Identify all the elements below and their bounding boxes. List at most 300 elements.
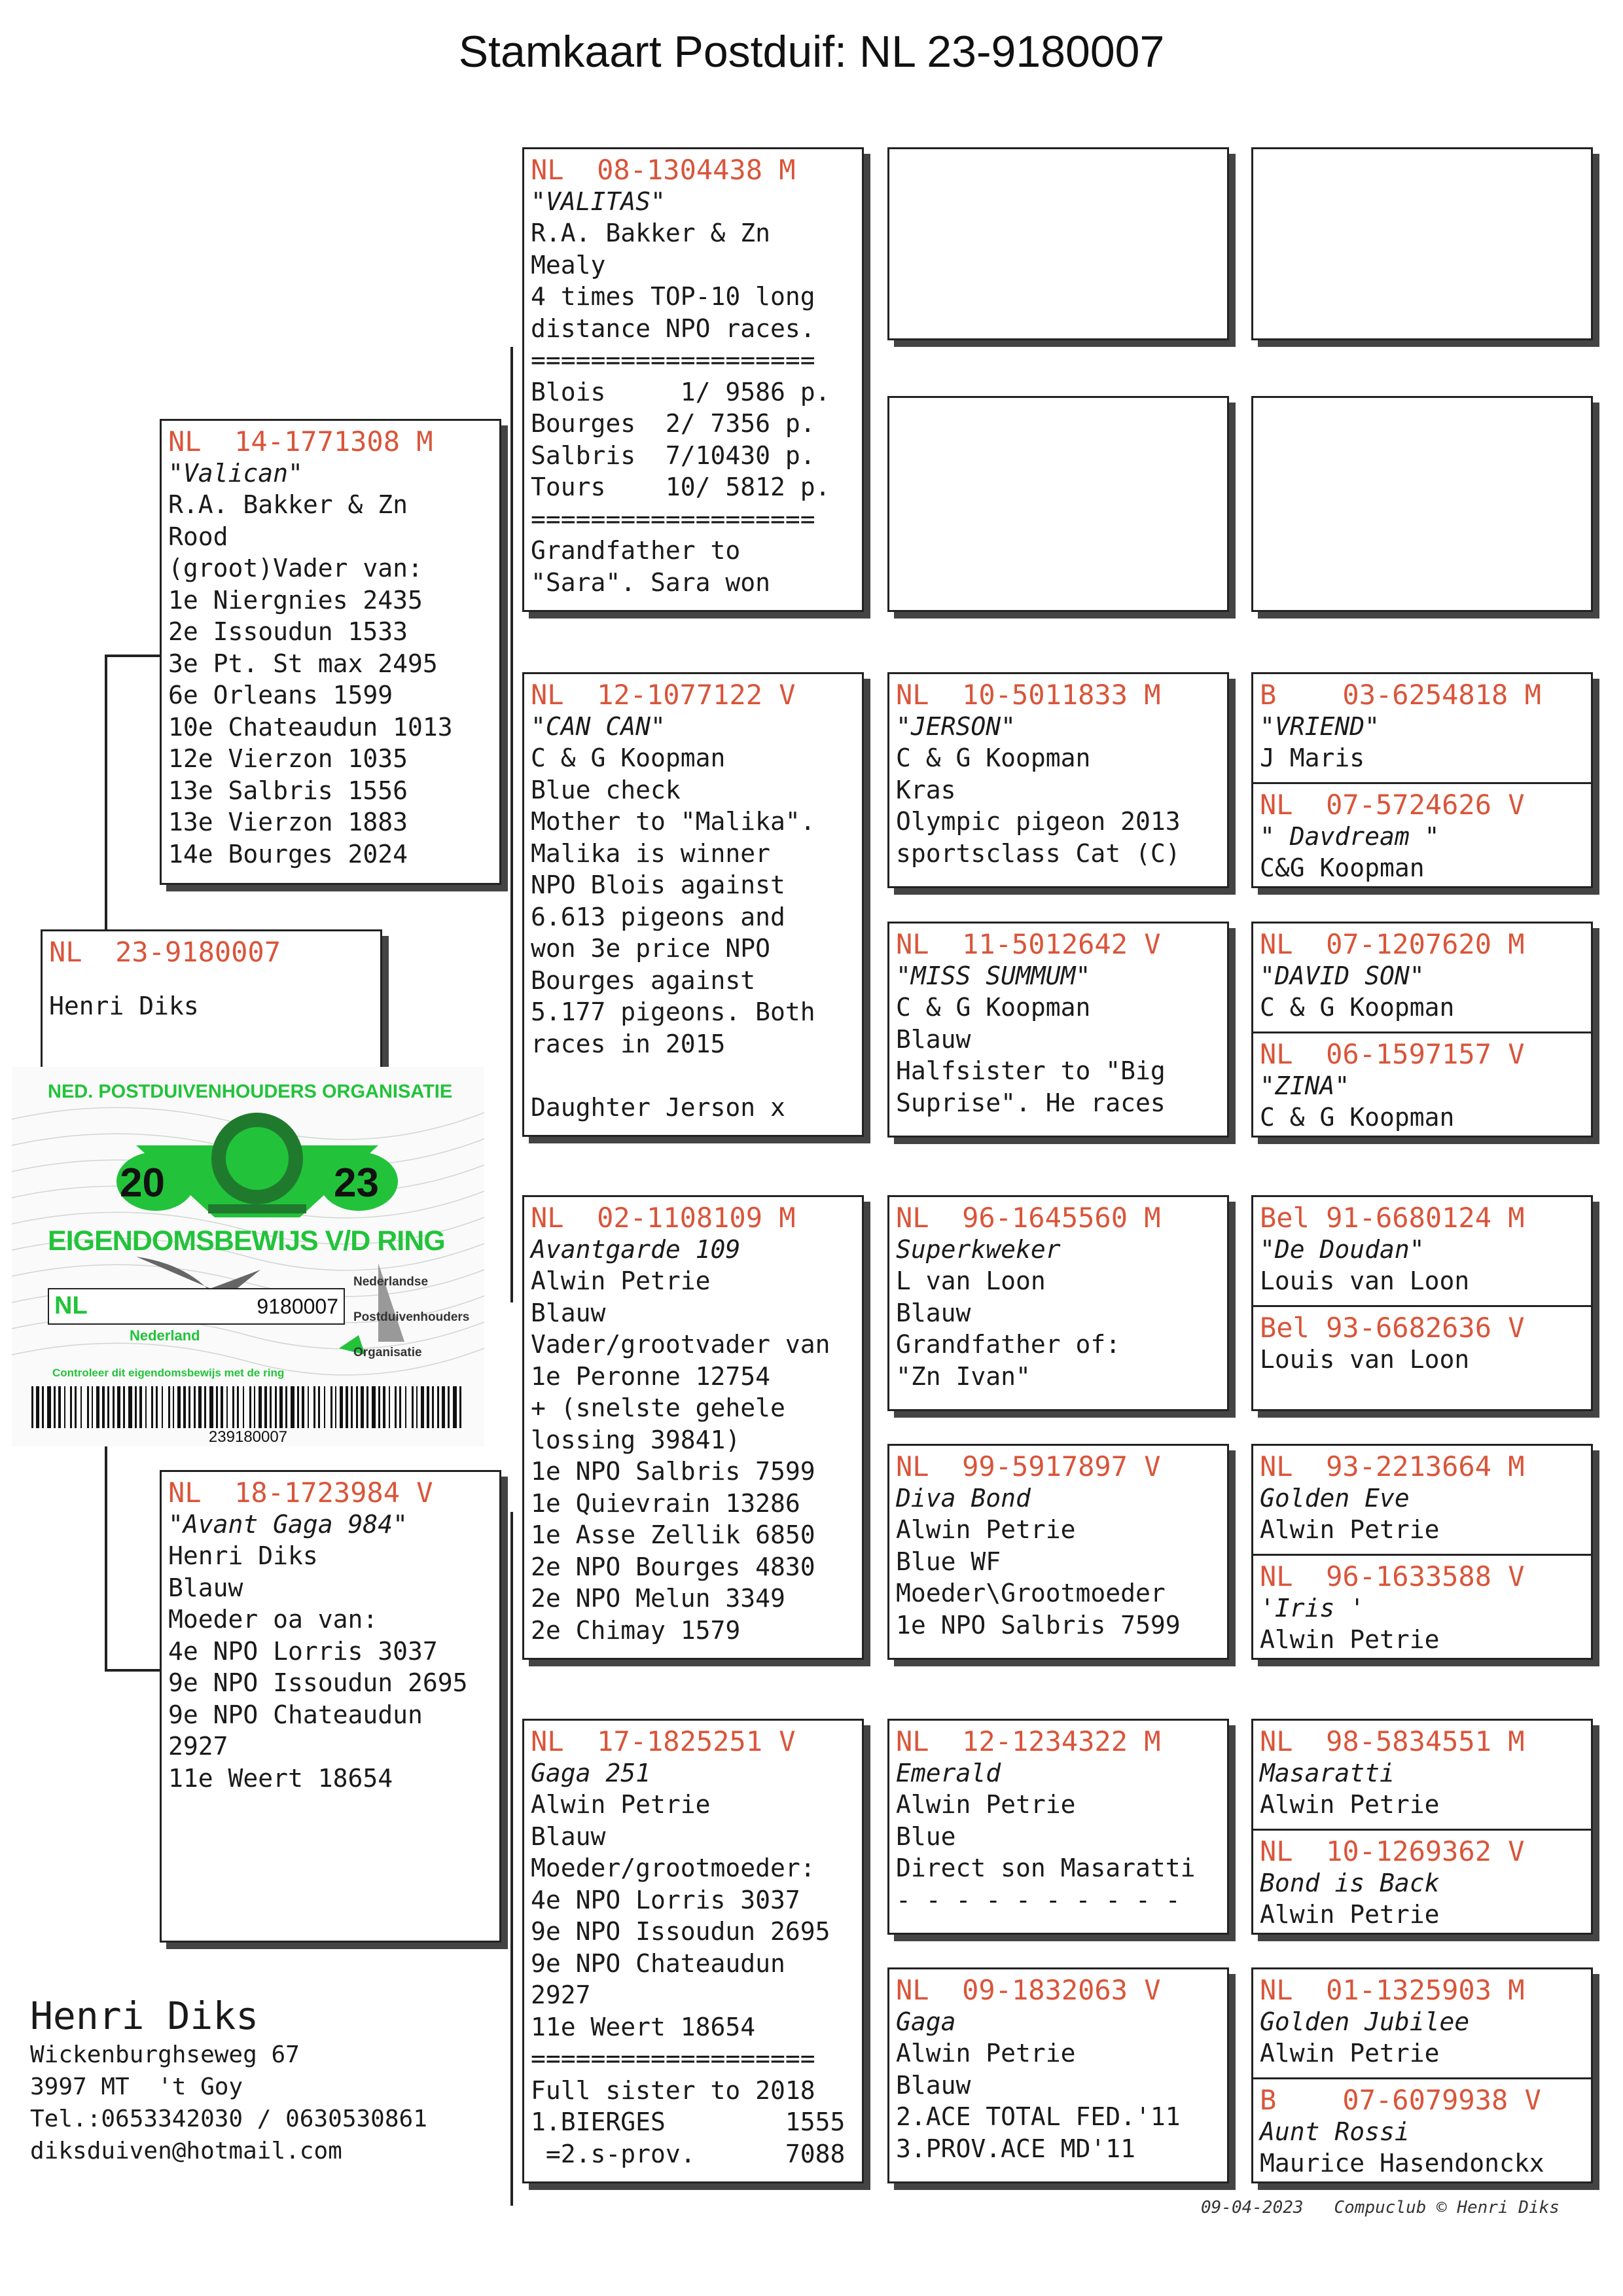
- grandparent-details: [524, 217, 862, 598]
- ggp-ring: NL 09-1832063 V: [896, 1974, 1161, 2006]
- ggp-ring: NL 12-1234322 M: [896, 1725, 1161, 1757]
- barcode-bar: [80, 1386, 82, 1428]
- detail-line: distance NPO races.: [531, 314, 815, 343]
- subject-owner: Henri Diks: [49, 992, 199, 1020]
- breeder-street: Wickenburghseweg 67: [30, 2041, 300, 2068]
- ggg-pair-dsd[interactable]: [1251, 1444, 1593, 1660]
- detail-line: + (snelste gehele: [531, 1393, 785, 1422]
- barcode-bar: [279, 1386, 283, 1428]
- detail-line: =2.s-prov. 7088: [531, 2139, 846, 2168]
- barcode-bar: [107, 1386, 109, 1428]
- barcode-bar: [361, 1386, 364, 1428]
- barcode-bar: [188, 1386, 190, 1428]
- ggg-card[interactable]: [1253, 2077, 1591, 2183]
- detail-line: Blue: [896, 1821, 956, 1851]
- barcode-bar: [399, 1386, 401, 1428]
- ggg-name: "VRIEND": [1260, 712, 1380, 741]
- ggg-name: "DAVID SON": [1260, 961, 1425, 990]
- ggg-ring: NL 07-1207620 M: [1260, 928, 1525, 960]
- connector-line: [510, 1512, 513, 2206]
- barcode-bar: [70, 1386, 72, 1428]
- ggg-owner: Alwin Petrie: [1260, 1515, 1440, 1544]
- detail-line: 1e Quievrain 13286: [531, 1488, 800, 1518]
- ggg-ring: NL 01-1325903 M: [1260, 1974, 1525, 2006]
- sticker-org: NED. POSTDUIVENHOUDERS ORGANISATIE: [48, 1081, 453, 1102]
- barcode-bar: [151, 1386, 153, 1428]
- barcode-bar: [42, 1386, 44, 1428]
- detail-line: lossing 39841): [531, 1425, 741, 1454]
- detail-line: 13e Vierzon 1883: [168, 808, 408, 836]
- ggg-pair-sdd[interactable]: [1251, 922, 1593, 1138]
- barcode-bar: [395, 1386, 397, 1428]
- detail-line: Tours 10/ 5812 p.: [531, 473, 830, 501]
- ggg-ring: B 03-6254818 M: [1260, 679, 1541, 711]
- detail-line: [524, 1060, 862, 1092]
- ggg-owner: C&G Koopman: [1260, 853, 1425, 882]
- detail-line: Rood: [168, 522, 228, 551]
- barcode-bar: [128, 1386, 132, 1428]
- barcode-bar: [139, 1386, 142, 1428]
- ggg-card[interactable]: [1253, 924, 1591, 1031]
- ggg-card[interactable]: [1253, 1031, 1591, 1138]
- barcode-bar: [383, 1386, 385, 1428]
- detail-line: 6e Orleans 1599: [168, 681, 393, 709]
- barcode-bar: [221, 1386, 223, 1428]
- detail-line: ===================: [531, 2044, 815, 2073]
- detail-line: Blauw: [896, 1024, 971, 1054]
- detail-line: Blue check: [531, 775, 681, 804]
- ggg-card[interactable]: [1253, 1829, 1591, 1935]
- barcode-bar: [75, 1386, 77, 1428]
- ggg-ring: Bel 93-6682636 V: [1260, 1312, 1525, 1344]
- detail-line: 9e NPO Chateaudun: [531, 1948, 785, 1978]
- sticker-number: 9180007: [257, 1295, 338, 1318]
- sire-card[interactable]: [160, 419, 501, 885]
- dam-details: [162, 1540, 499, 1794]
- connector-line: [105, 655, 107, 929]
- detail-line: Blauw: [531, 1298, 606, 1327]
- great-grandparent-card-dds[interactable]: [887, 1719, 1229, 1935]
- ggg-ring: NL 96-1633588 V: [1260, 1560, 1525, 1592]
- detail-line: 13e Salbris 1556: [168, 776, 408, 805]
- detail-line: L van Loon: [896, 1266, 1046, 1295]
- barcode-bar: [102, 1386, 105, 1428]
- barcode-bar: [198, 1386, 202, 1428]
- barcode-bar: [54, 1386, 56, 1428]
- ggg-ring: NL 98-5834551 M: [1260, 1725, 1525, 1757]
- barcode-bar: [58, 1386, 61, 1428]
- sticker-year-left: 20: [120, 1160, 165, 1206]
- detail-line: C & G Koopman: [531, 744, 726, 772]
- sire-ring: NL 14-1771308 M: [168, 425, 433, 457]
- ggg-ring: NL 06-1597157 V: [1260, 1038, 1525, 1070]
- subject-ring: NL 23-9180007: [49, 936, 281, 968]
- detail-line: Blauw: [896, 1298, 971, 1327]
- detail-line: Grandfather of:: [896, 1330, 1121, 1359]
- barcode-bar: [366, 1386, 368, 1428]
- ggp-ring: NL 11-5012642 V: [896, 928, 1161, 960]
- barcode-bar: [356, 1386, 358, 1428]
- detail-line: 11e Weert 18654: [168, 1763, 393, 1793]
- grandparent-ring: NL 08-1304438 M: [531, 154, 796, 186]
- detail-line: Vader/grootvader van: [531, 1330, 830, 1359]
- ggg-card[interactable]: [1253, 1969, 1591, 2077]
- empty-ancestor-card[interactable]: [887, 396, 1229, 612]
- barcode-bar: [264, 1386, 267, 1428]
- ggp-name: Diva Bond: [896, 1484, 1031, 1513]
- subject-card[interactable]: [41, 929, 382, 1086]
- grandparent-ring: NL 17-1825251 V: [531, 1725, 796, 1757]
- barcode-bar: [351, 1386, 353, 1428]
- barcode-bar: [117, 1386, 120, 1428]
- barcode-bar: [209, 1386, 213, 1428]
- great-grandparent-card-dss[interactable]: [887, 1195, 1229, 1411]
- detail-line: Bourges 2/ 7356 p.: [531, 409, 815, 438]
- detail-line: C & G Koopman: [896, 993, 1091, 1022]
- barcode-bar: [87, 1386, 89, 1428]
- detail-line: Full sister to 2018: [531, 2075, 815, 2105]
- barcode-bar: [135, 1386, 137, 1428]
- barcode-bar: [308, 1386, 309, 1428]
- sticker-barcode: [31, 1386, 490, 1428]
- ggg-pair-sds[interactable]: [1251, 672, 1593, 888]
- grandparent-name: "VALITAS": [531, 187, 666, 216]
- ggg-owner: Alwin Petrie: [1260, 1790, 1440, 1819]
- ggg-name: Golden Jubilee: [1260, 2007, 1470, 2036]
- detail-line: 2e Issoudun 1533: [168, 617, 408, 646]
- detail-line: 1e Niergnies 2435: [168, 585, 423, 615]
- detail-line: Blauw: [168, 1573, 243, 1602]
- detail-line: Moeder oa van:: [168, 1605, 378, 1634]
- detail-line: 4e NPO Lorris 3037: [168, 1636, 438, 1666]
- detail-line: 12e Vierzon 1035: [168, 744, 408, 773]
- ggg-pair-dds[interactable]: [1251, 1719, 1593, 1935]
- detail-line: 9e NPO Issoudun 2695: [168, 1668, 468, 1697]
- detail-line: 1e NPO Salbris 7599: [896, 1610, 1181, 1640]
- ggg-ring: NL 93-2213664 M: [1260, 1450, 1525, 1482]
- barcode-bar: [291, 1386, 294, 1428]
- barcode-bar: [437, 1386, 439, 1428]
- detail-line: 2927: [168, 1732, 228, 1761]
- footer-credit: 09-04-2023 Compuclub © Henri Diks: [1201, 2198, 1560, 2217]
- ownership-sticker: [12, 1067, 484, 1446]
- detail-line: 2927: [531, 1981, 591, 2009]
- barcode-bar: [270, 1386, 272, 1428]
- detail-line: 2e NPO Melun 3349: [531, 1584, 785, 1613]
- detail-line: Alwin Petrie: [896, 1790, 1076, 1819]
- detail-line: C & G Koopman: [896, 744, 1091, 772]
- ggg-ring: Bel 91-6680124 M: [1260, 1202, 1525, 1234]
- sticker-banner: EIGENDOMSBEWIJS V/D RING: [48, 1225, 445, 1257]
- barcode-bar: [389, 1386, 390, 1428]
- detail-line: Blois 1/ 9586 p.: [531, 377, 830, 406]
- dam-name: "Avant Gaga 984": [168, 1510, 408, 1539]
- detail-line: Mother to "Malika".: [531, 807, 815, 836]
- barcode-bar: [168, 1386, 170, 1428]
- sire-details: [162, 489, 499, 870]
- grandparent-details: [524, 1789, 862, 2170]
- ggg-card[interactable]: [1253, 1721, 1591, 1829]
- barcode-bar: [226, 1386, 228, 1428]
- ggg-name: "ZINA": [1260, 1071, 1350, 1100]
- grandparent-name: Gaga 251: [531, 1759, 651, 1787]
- empty-ancestor-card[interactable]: [887, 147, 1229, 340]
- barcode-bar: [173, 1386, 174, 1428]
- barcode-bar: [232, 1386, 234, 1428]
- barcode-bar: [302, 1386, 304, 1428]
- barcode-bar: [36, 1386, 39, 1428]
- detail-line: 2.ACE TOTAL FED.'11: [896, 2102, 1181, 2131]
- grandparent-card-dd[interactable]: [522, 1719, 864, 2183]
- detail-line: Blauw: [531, 1821, 606, 1851]
- connector-line: [105, 1440, 107, 1669]
- barcode-bar: [421, 1386, 424, 1428]
- grandparent-name: "CAN CAN": [531, 712, 666, 741]
- grandparent-ring: NL 02-1108109 M: [531, 1202, 796, 1234]
- ggg-owner: Alwin Petrie: [1260, 1900, 1440, 1929]
- grandparent-card-ds[interactable]: [522, 1195, 864, 1660]
- detail-line: ===================: [531, 504, 815, 533]
- detail-line: R.A. Bakker & Zn: [531, 219, 771, 247]
- detail-line: 4e NPO Lorris 3037: [531, 1885, 800, 1914]
- barcode-bar: [346, 1386, 348, 1428]
- barcode-bar: [318, 1386, 320, 1428]
- barcode-bar: [412, 1386, 414, 1428]
- barcode-bar: [453, 1386, 457, 1428]
- sticker-country-name: Nederland: [130, 1327, 200, 1344]
- ggg-owner: Alwin Petrie: [1260, 1625, 1440, 1654]
- ggg-owner: J Maris: [1260, 744, 1365, 772]
- ggp-ring: NL 96-1645560 M: [896, 1202, 1161, 1234]
- detail-line: Alwin Petrie: [896, 1515, 1076, 1544]
- grandparent-card-sd[interactable]: [522, 672, 864, 1137]
- ggg-card[interactable]: [1253, 1554, 1591, 1660]
- ggp-name: Emerald: [896, 1759, 1001, 1787]
- great-grandparent-card-sdd[interactable]: [887, 922, 1229, 1138]
- dam-card[interactable]: [160, 1470, 501, 1943]
- barcode-bar: [243, 1386, 244, 1428]
- empty-ancestor-card[interactable]: [1251, 147, 1593, 340]
- detail-line: Direct son Masaratti: [896, 1854, 1196, 1882]
- grandparent-name: Avantgarde 109: [531, 1235, 741, 1264]
- barcode-bar: [405, 1386, 406, 1428]
- ggp-name: Gaga: [896, 2007, 956, 2036]
- barcode-bar: [216, 1386, 218, 1428]
- detail-line: Moeder\Grootmoeder: [896, 1579, 1166, 1607]
- detail-line: Daughter Jerson x: [531, 1092, 785, 1122]
- ggg-card[interactable]: [1253, 1197, 1591, 1305]
- detail-line: Halfsister to "Big: [896, 1056, 1166, 1085]
- detail-line: Blauw: [896, 2070, 971, 2100]
- detail-line: 1e Asse Zellik 6850: [531, 1520, 815, 1549]
- detail-line: 9e NPO Chateaudun: [168, 1700, 423, 1729]
- detail-line: 1.BIERGES 1555: [531, 2108, 846, 2136]
- page-title: Stamkaart Postduif: NL 23-9180007: [458, 27, 1165, 77]
- barcode-bar: [372, 1386, 376, 1428]
- detail-line: 3e Pt. St max 2495: [168, 649, 438, 678]
- connector-line: [105, 655, 160, 657]
- ggg-pair-dss[interactable]: [1251, 1195, 1593, 1411]
- barcode-bar: [330, 1386, 332, 1428]
- empty-ancestor-card[interactable]: [1251, 396, 1593, 612]
- barcode-bar: [96, 1386, 99, 1428]
- barcode-bar: [459, 1386, 461, 1428]
- sticker-npo-3: Organisatie: [353, 1346, 422, 1359]
- grandparent-card-ss[interactable]: [522, 147, 864, 612]
- barcode-bar: [416, 1386, 418, 1428]
- ggg-name: Aunt Rossi: [1260, 2117, 1410, 2146]
- barcode-bar: [275, 1386, 277, 1428]
- barcode-bar: [204, 1386, 206, 1428]
- barcode-bar: [162, 1386, 163, 1428]
- great-grandparent-card-ddd[interactable]: [887, 1967, 1229, 2183]
- ggg-owner: C & G Koopman: [1260, 1103, 1455, 1132]
- barcode-bar: [194, 1386, 196, 1428]
- barcode-bar: [123, 1386, 125, 1428]
- ggg-name: 'Iris ': [1260, 1594, 1365, 1623]
- grandparent-details: [524, 742, 862, 1123]
- detail-line: 14e Bourges 2024: [168, 839, 408, 869]
- barcode-bar: [335, 1386, 336, 1428]
- detail-line: Malika is winner: [531, 838, 771, 868]
- sticker-country: NL: [54, 1292, 88, 1319]
- ggp-details: [889, 2037, 1227, 2164]
- sticker-npo-2: Postduivenhouders: [353, 1310, 470, 1324]
- ggp-ring: NL 99-5917897 V: [896, 1450, 1161, 1482]
- ggg-card[interactable]: [1253, 1305, 1591, 1411]
- barcode-bar: [297, 1386, 299, 1428]
- barcode-bar: [259, 1386, 262, 1428]
- sticker-barcode-number: 239180007: [208, 1428, 288, 1446]
- detail-line: 5.177 pigeons. Both: [531, 997, 815, 1026]
- detail-line: ===================: [531, 346, 815, 374]
- barcode-bar: [145, 1386, 147, 1428]
- breeder-block: [30, 1993, 427, 2167]
- detail-line: 10e Chateaudun 1013: [168, 712, 453, 742]
- ggg-card[interactable]: [1253, 1446, 1591, 1554]
- detail-line: 3.PROV.ACE MD'11: [896, 2134, 1136, 2163]
- detail-line: 2e Chimay 1579: [531, 1615, 741, 1645]
- detail-line: Moeder/grootmoeder:: [531, 1854, 815, 1882]
- grandparent-details: [524, 1265, 862, 1646]
- barcode-bar: [340, 1386, 343, 1428]
- detail-line: 6.613 pigeons and: [531, 902, 785, 931]
- barcode-bar: [156, 1386, 158, 1428]
- ggg-owner: C & G Koopman: [1260, 993, 1455, 1022]
- ggg-name: Golden Eve: [1260, 1484, 1410, 1513]
- detail-line: "Zn Ivan": [896, 1361, 1031, 1391]
- detail-line: Alwin Petrie: [531, 1790, 711, 1819]
- great-grandparent-card-sds[interactable]: [887, 672, 1229, 888]
- breeder-phone: Tel.:0653342030 / 0630530861: [30, 2106, 427, 2132]
- barcode-bar: [183, 1386, 186, 1428]
- barcode-bar: [324, 1386, 325, 1428]
- barcode-bar: [92, 1386, 93, 1428]
- sire-name: "Valican": [168, 459, 303, 488]
- connector-line: [510, 347, 513, 1302]
- ggp-ring: NL 10-5011833 M: [896, 679, 1161, 711]
- great-grandparent-card-dsd[interactable]: [887, 1444, 1229, 1660]
- ggg-owner: Maurice Hasendonckx: [1260, 2149, 1544, 2178]
- detail-line: Suprise". He races: [896, 1088, 1166, 1117]
- ggp-details: [889, 992, 1227, 1119]
- detail-line: 2e NPO Bourges 4830: [531, 1552, 815, 1581]
- detail-line: Bourges against: [531, 965, 756, 995]
- barcode-bar: [177, 1386, 181, 1428]
- barcode-bar: [254, 1386, 255, 1428]
- detail-line: Alwin Petrie: [896, 2039, 1076, 2068]
- detail-line: - - - - - - - - - -: [896, 1885, 1181, 1914]
- ggg-name: " Davdream ": [1260, 822, 1440, 851]
- detail-line: 1e NPO Salbris 7599: [531, 1457, 815, 1486]
- ggp-details: [889, 1789, 1227, 1916]
- ggg-owner: Louis van Loon: [1260, 1266, 1470, 1295]
- sticker-npo-1: Nederlandse: [353, 1275, 429, 1289]
- detail-line: 9e NPO Issoudun 2695: [531, 1917, 830, 1946]
- sticker-year-right: 23: [334, 1160, 379, 1206]
- barcode-bar: [285, 1386, 287, 1428]
- barcode-bar: [64, 1386, 65, 1428]
- ggg-card[interactable]: [1253, 674, 1591, 782]
- ggg-card[interactable]: [1253, 782, 1591, 888]
- ggp-name: "MISS SUMMUM": [896, 961, 1091, 990]
- detail-line: 1e Peronne 12754: [531, 1361, 771, 1391]
- ggg-owner: Louis van Loon: [1260, 1345, 1470, 1374]
- detail-line: 4 times TOP-10 long: [531, 282, 815, 311]
- ggp-name: "JERSON": [896, 712, 1016, 741]
- barcode-bar: [378, 1386, 380, 1428]
- grandparent-ring: NL 12-1077122 V: [531, 679, 796, 711]
- detail-line: races in 2015: [531, 1029, 726, 1058]
- connector-line: [105, 1669, 160, 1672]
- barcode-bar: [448, 1386, 450, 1428]
- detail-line: Alwin Petrie: [531, 1266, 711, 1295]
- ggg-ring: B 07-6079938 V: [1260, 2084, 1541, 2116]
- ggp-details: [889, 742, 1227, 869]
- sticker-ring-field: [48, 1288, 345, 1325]
- detail-line: Salbris 7/10430 p.: [531, 440, 815, 470]
- barcode-bar: [442, 1386, 445, 1428]
- dam-ring: NL 18-1723984 V: [168, 1477, 433, 1509]
- ggg-ring: NL 10-1269362 V: [1260, 1835, 1525, 1867]
- ggg-name: Bond is Back: [1260, 1869, 1440, 1897]
- breeder-name: Henri Diks: [30, 1994, 259, 2038]
- detail-line: sportsclass Cat (C): [896, 838, 1181, 868]
- detail-line: Mealy: [531, 250, 606, 279]
- ggg-name: "De Doudan": [1260, 1235, 1425, 1264]
- ggg-pair-ddd[interactable]: [1251, 1967, 1593, 2183]
- ggp-details: [889, 1265, 1227, 1392]
- detail-line: R.A. Bakker & Zn: [168, 490, 408, 519]
- detail-line: won 3e price NPO: [531, 934, 771, 963]
- breeder-email[interactable]: diksduiven@hotmail.com: [30, 2138, 342, 2164]
- detail-line: Grandfather to: [531, 536, 741, 565]
- sticker-check-text: Controleer dit eigendomsbewijs met de ring: [52, 1367, 285, 1379]
- breeder-city: 3997 MT 't Goy: [30, 2073, 243, 2100]
- barcode-bar: [237, 1386, 239, 1428]
- ggg-ring: NL 07-5724626 V: [1260, 789, 1525, 821]
- detail-line: "Sara". Sara won: [531, 567, 771, 597]
- detail-line: 11e Weert 18654: [531, 2012, 756, 2041]
- detail-line: (groot)Vader van:: [168, 554, 423, 583]
- ggg-owner: Alwin Petrie: [1260, 2039, 1440, 2068]
- barcode-bar: [31, 1386, 33, 1428]
- barcode-bar: [427, 1386, 429, 1428]
- detail-line: Blue WF: [896, 1547, 1001, 1576]
- ggp-name: Superkweker: [896, 1235, 1061, 1264]
- detail-line: NPO Blois against: [531, 870, 785, 899]
- detail-line: Kras: [896, 775, 956, 804]
